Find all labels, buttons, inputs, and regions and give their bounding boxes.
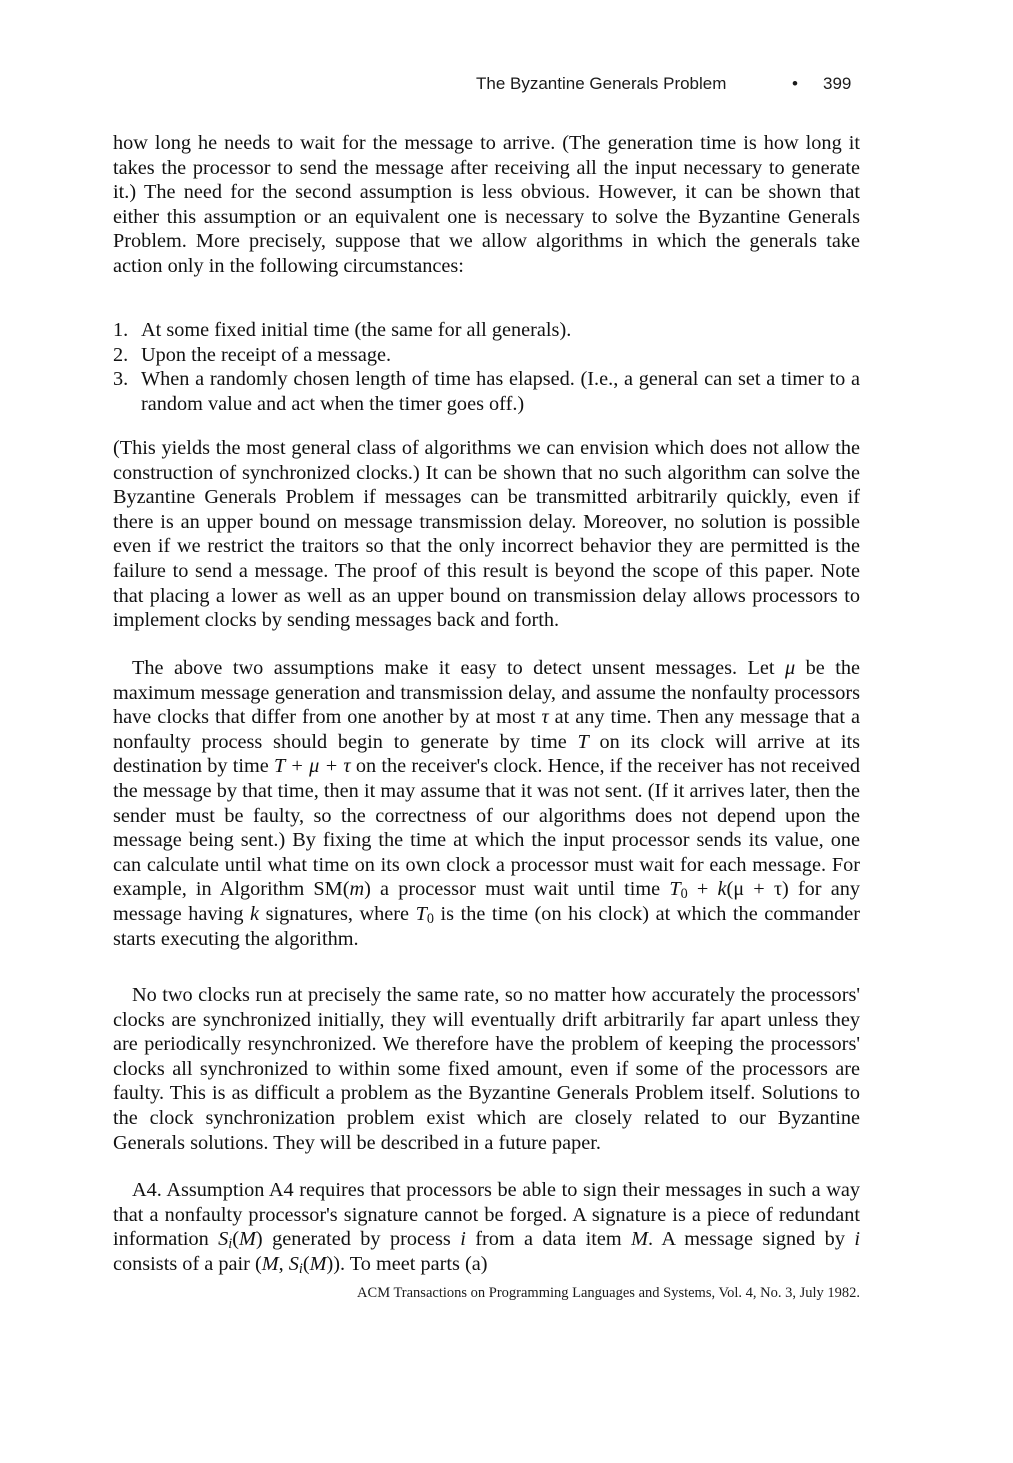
math-i: i (460, 1228, 466, 1251)
list-number: 1. (113, 319, 129, 341)
text-run: ) a processor must wait until time (364, 878, 670, 901)
math-T: T (577, 730, 589, 753)
list-text: Upon the receipt of a message. (141, 343, 392, 366)
math-T0: T (415, 902, 427, 925)
text-run: ( (302, 1252, 310, 1275)
paragraph-4-text: No two clocks run at precisely the same rate, so no matter how accurately the processors' clocks are synchronized initially, they will eventually drift arbitrarily far apart unless they are periodically resynchronized. We therefore have the problem of keeping the processors' clocks all synchronized to within some fixed amount, even if some of the processors are faulty. This is as difficult a problem as the Byzantine Generals Problem itself. Solutions to the clock synchronization problem exist which are closely related to our Byzantine Generals solutions. They will be described in a future paper. (113, 984, 860, 1154)
list-item-1 (113, 318, 860, 343)
list-number: 2. (113, 343, 129, 366)
list-item-2 (113, 343, 860, 368)
math-M: M (631, 1228, 648, 1251)
math-m: m (349, 878, 365, 901)
math-S: S (218, 1228, 229, 1251)
subscript-i: i (298, 1260, 303, 1277)
math-M: M (309, 1252, 327, 1275)
text-run: , (278, 1252, 289, 1275)
math-S: S (288, 1252, 299, 1275)
text-run: on the receiver's clock. Hence, if the receiver has not received the message by that time, then it may assume that it was not sent. (If it arrives later, then the sender must be faulty, so the correctness of our algorithms does not depend upon the message being sent.) By fixing the time at which the input processor sends its value, one can calculate until what time on its own clock a processor must wait for each message. For example, in Algorithm SM( (113, 755, 860, 901)
paragraph-3 (113, 656, 860, 951)
math-k: k (717, 878, 727, 901)
text-run: signatures, where (259, 902, 416, 925)
paragraph-2-text: (This yields the most general class of algorithms we can envision which does not allow the construction of synchronized clocks.) It can be shown that no such algorithm can solve the Byzantine Generals Problem if messages can be transmitted arbitrarily quickly, even if there is an upper bound on message transmission delay. Moreover, no solution is possible even if we restrict the traitors so that the only incorrect behavior they are permitted is the failure to send a message. The proof of this result is beyond the scope of this paper. Note that placing a lower as well as an upper bound on transmission delay allows processors to implement clocks by sending messages back and forth. (113, 437, 860, 632)
text-run: . A message signed by (647, 1228, 855, 1251)
paragraph-1 (113, 131, 860, 279)
paragraph-4 (113, 983, 860, 1155)
text-run: at any time. Then any message that a nonfaulty process should begin to generate by time (113, 706, 860, 753)
math-k: k (250, 902, 260, 925)
text-run: ( (232, 1228, 240, 1251)
text-run: consists of a pair ( (113, 1252, 262, 1275)
text-run: is the time (on his clock) at which the commander starts executing the algorithm. (113, 902, 860, 950)
list-text: At some fixed initial time (the same for all generals). (141, 319, 572, 341)
paragraph-1-text: how long he needs to wait for the message to arrive. (The generation time is how long it takes the processor to send the message after receiving all the input necessary to generate it.) The need for the second assumption is less obvious. However, it can be shown that either this assumption or an equivalent one is necessary to solve the Byzantine Generals Problem. More precisely, suppose that we allow algorithms in which the generals take action only in the following circumstances: (113, 132, 860, 277)
math-M: M (239, 1228, 256, 1251)
subscript: 0 (426, 910, 434, 927)
text-run: + (687, 878, 718, 901)
math-M: M (261, 1252, 279, 1275)
text-run: on its clock will arrive at its destination by time (113, 730, 860, 778)
text-run: )). To meet parts (a) (326, 1252, 488, 1275)
math-mu: μ (785, 657, 796, 679)
text-run: ) generated by process (255, 1228, 461, 1251)
text-run: be the maximum message generation and transmission delay, and assume the nonfaulty processors have clocks that differ from one another by at most (113, 657, 861, 729)
math-i: i (854, 1228, 860, 1251)
text-run: (μ + τ) for any message having (113, 878, 861, 925)
math-tau: τ (541, 706, 549, 729)
list-item-3 (113, 367, 860, 416)
circumstances-list (113, 318, 860, 416)
journal-citation-footer: ACM Transactions on Programming Languages and Systems, Vol. 4, No. 3, July 1982. (357, 1285, 860, 1301)
text-run: The above two assumptions make it easy to detect unsent messages. Let (132, 657, 786, 679)
text-run: from a data item (465, 1228, 632, 1251)
paragraph-2 (113, 436, 860, 633)
page-number: 399 (823, 74, 852, 93)
text-run: A4. Assumption A4 requires that processors be able to sign their messages in such a way that a nonfaulty processor's signature cannot be forged. A signature is a piece of redundant information (113, 1179, 860, 1251)
list-number: 3. (113, 368, 129, 391)
header-separator: • (792, 74, 798, 93)
subscript: 0 (680, 886, 688, 903)
paragraph-5-text (113, 1178, 860, 1276)
running-title: The Byzantine Generals Problem (476, 74, 727, 93)
paragraph-5 (113, 1178, 860, 1276)
list-text: When a randomly chosen length of time has elapsed. (I.e., a general can set a timer to a random value and act when the timer goes off.) (141, 368, 860, 415)
math-T0: T (669, 878, 681, 901)
subscript-i: i (228, 1236, 233, 1253)
paragraph-3-text (113, 656, 860, 951)
math-expression: T + μ + τ (274, 755, 351, 778)
